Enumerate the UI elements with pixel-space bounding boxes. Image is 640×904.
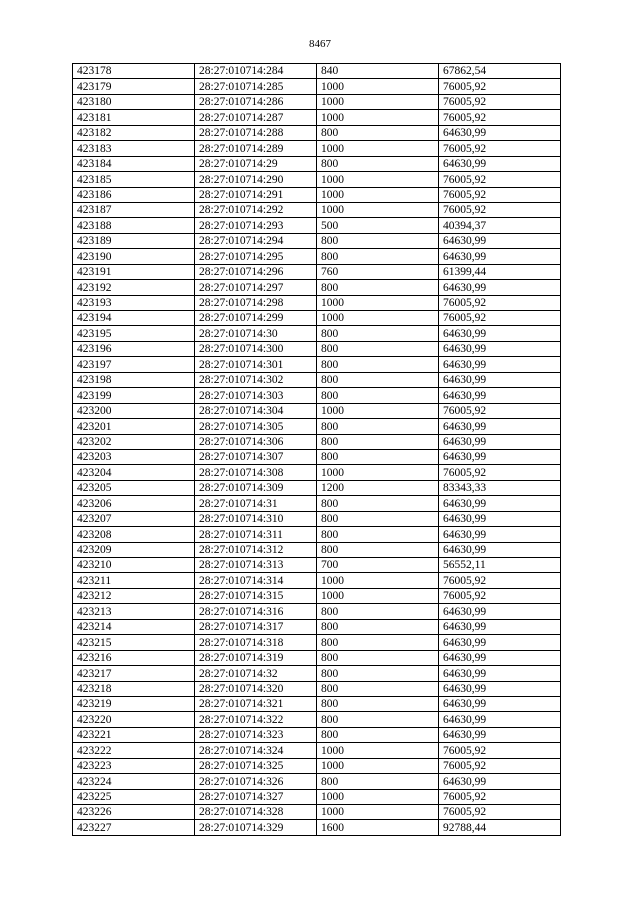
cadastral-number-cell: 28:27:010714:296 xyxy=(195,264,317,279)
table-row xyxy=(73,696,561,711)
table-row xyxy=(73,326,561,341)
area-cell: 1000 xyxy=(317,465,439,480)
value-cell: 76005,92 xyxy=(439,187,561,202)
record-number-cell: 423217 xyxy=(73,666,195,681)
value-cell: 76005,92 xyxy=(439,172,561,187)
table-row xyxy=(73,233,561,248)
record-number-cell: 423202 xyxy=(73,434,195,449)
cadastral-number-cell: 28:27:010714:325 xyxy=(195,758,317,773)
cadastral-number-cell: 28:27:010714:323 xyxy=(195,727,317,742)
value-cell: 64630,99 xyxy=(439,372,561,387)
value-cell: 64630,99 xyxy=(439,280,561,295)
value-cell: 76005,92 xyxy=(439,295,561,310)
table-row xyxy=(73,527,561,542)
cadastral-number-cell: 28:27:010714:293 xyxy=(195,218,317,233)
cadastral-number-cell: 28:27:010714:326 xyxy=(195,774,317,789)
record-number-cell: 423216 xyxy=(73,650,195,665)
record-number-cell: 423194 xyxy=(73,311,195,326)
cadastral-number-cell: 28:27:010714:314 xyxy=(195,573,317,588)
value-cell: 61399,44 xyxy=(439,264,561,279)
record-number-cell: 423220 xyxy=(73,712,195,727)
area-cell: 1000 xyxy=(317,295,439,310)
cadastral-number-cell: 28:27:010714:32 xyxy=(195,666,317,681)
cadastral-number-cell: 28:27:010714:319 xyxy=(195,650,317,665)
cadastral-number-cell: 28:27:010714:291 xyxy=(195,187,317,202)
record-number-cell: 423184 xyxy=(73,156,195,171)
cadastral-number-cell: 28:27:010714:320 xyxy=(195,681,317,696)
area-cell: 500 xyxy=(317,218,439,233)
area-cell: 800 xyxy=(317,527,439,542)
table-row xyxy=(73,542,561,557)
cadastral-number-cell: 28:27:010714:315 xyxy=(195,588,317,603)
cadastral-number-cell: 28:27:010714:295 xyxy=(195,249,317,264)
table-row xyxy=(73,388,561,403)
table-row xyxy=(73,110,561,125)
value-cell: 64630,99 xyxy=(439,388,561,403)
area-cell: 800 xyxy=(317,372,439,387)
table-row xyxy=(73,727,561,742)
cadastral-number-cell: 28:27:010714:301 xyxy=(195,357,317,372)
cadastral-number-cell: 28:27:010714:307 xyxy=(195,449,317,464)
record-number-cell: 423206 xyxy=(73,496,195,511)
cadastral-number-cell: 28:27:010714:317 xyxy=(195,619,317,634)
area-cell: 1000 xyxy=(317,743,439,758)
table-row xyxy=(73,403,561,418)
value-cell: 76005,92 xyxy=(439,94,561,109)
value-cell: 64630,99 xyxy=(439,712,561,727)
cadastral-number-cell: 28:27:010714:321 xyxy=(195,696,317,711)
area-cell: 800 xyxy=(317,774,439,789)
cadastral-number-cell: 28:27:010714:322 xyxy=(195,712,317,727)
cadastral-number-cell: 28:27:010714:288 xyxy=(195,125,317,140)
table-row xyxy=(73,419,561,434)
area-cell: 800 xyxy=(317,357,439,372)
table-row xyxy=(73,125,561,140)
record-number-cell: 423208 xyxy=(73,527,195,542)
area-cell: 1000 xyxy=(317,202,439,217)
cadastral-number-cell: 28:27:010714:303 xyxy=(195,388,317,403)
record-number-cell: 423224 xyxy=(73,774,195,789)
table-row xyxy=(73,619,561,634)
value-cell: 64630,99 xyxy=(439,604,561,619)
cadastral-number-cell: 28:27:010714:31 xyxy=(195,496,317,511)
table-row xyxy=(73,635,561,650)
record-number-cell: 423193 xyxy=(73,295,195,310)
record-number-cell: 423218 xyxy=(73,681,195,696)
area-cell: 1000 xyxy=(317,758,439,773)
table-row xyxy=(73,573,561,588)
area-cell: 800 xyxy=(317,604,439,619)
record-number-cell: 423204 xyxy=(73,465,195,480)
record-number-cell: 423205 xyxy=(73,480,195,495)
record-number-cell: 423210 xyxy=(73,558,195,573)
cadastral-number-cell: 28:27:010714:310 xyxy=(195,511,317,526)
value-cell: 64630,99 xyxy=(439,727,561,742)
area-cell: 800 xyxy=(317,650,439,665)
table-row xyxy=(73,434,561,449)
table-row xyxy=(73,264,561,279)
record-number-cell: 423186 xyxy=(73,187,195,202)
record-number-cell: 423227 xyxy=(73,820,195,835)
record-number-cell: 423226 xyxy=(73,805,195,820)
record-number-cell: 423219 xyxy=(73,696,195,711)
table-row xyxy=(73,666,561,681)
area-cell: 800 xyxy=(317,233,439,248)
area-cell: 800 xyxy=(317,156,439,171)
value-cell: 64630,99 xyxy=(439,419,561,434)
cadastral-number-cell: 28:27:010714:329 xyxy=(195,820,317,835)
record-number-cell: 423212 xyxy=(73,588,195,603)
area-cell: 800 xyxy=(317,635,439,650)
record-number-cell: 423181 xyxy=(73,110,195,125)
record-number-cell: 423196 xyxy=(73,341,195,356)
record-number-cell: 423215 xyxy=(73,635,195,650)
table-row xyxy=(73,774,561,789)
value-cell: 64630,99 xyxy=(439,681,561,696)
value-cell: 67862,54 xyxy=(439,64,561,79)
area-cell: 800 xyxy=(317,712,439,727)
value-cell: 64630,99 xyxy=(439,496,561,511)
area-cell: 1000 xyxy=(317,403,439,418)
area-cell: 1000 xyxy=(317,141,439,156)
table-row xyxy=(73,202,561,217)
cadastral-number-cell: 28:27:010714:294 xyxy=(195,233,317,248)
value-cell: 76005,92 xyxy=(439,743,561,758)
table-row xyxy=(73,341,561,356)
cadastral-number-cell: 28:27:010714:30 xyxy=(195,326,317,341)
record-number-cell: 423211 xyxy=(73,573,195,588)
cadastral-number-cell: 28:27:010714:312 xyxy=(195,542,317,557)
area-cell: 1000 xyxy=(317,187,439,202)
area-cell: 800 xyxy=(317,727,439,742)
area-cell: 1600 xyxy=(317,820,439,835)
table-row xyxy=(73,449,561,464)
cadastral-number-cell: 28:27:010714:289 xyxy=(195,141,317,156)
record-number-cell: 423180 xyxy=(73,94,195,109)
table-row xyxy=(73,496,561,511)
table-row xyxy=(73,187,561,202)
area-cell: 760 xyxy=(317,264,439,279)
cadastral-number-cell: 28:27:010714:318 xyxy=(195,635,317,650)
record-number-cell: 423199 xyxy=(73,388,195,403)
cadastral-number-cell: 28:27:010714:286 xyxy=(195,94,317,109)
record-number-cell: 423185 xyxy=(73,172,195,187)
cadastral-number-cell: 28:27:010714:324 xyxy=(195,743,317,758)
record-number-cell: 423189 xyxy=(73,233,195,248)
area-cell: 800 xyxy=(317,496,439,511)
area-cell: 800 xyxy=(317,619,439,634)
value-cell: 40394,37 xyxy=(439,218,561,233)
record-number-cell: 423191 xyxy=(73,264,195,279)
table-row xyxy=(73,357,561,372)
record-number-cell: 423197 xyxy=(73,357,195,372)
value-cell: 76005,92 xyxy=(439,805,561,820)
cadastral-number-cell: 28:27:010714:305 xyxy=(195,419,317,434)
record-number-cell: 423179 xyxy=(73,79,195,94)
value-cell: 76005,92 xyxy=(439,141,561,156)
value-cell: 76005,92 xyxy=(439,465,561,480)
area-cell: 800 xyxy=(317,696,439,711)
table-row xyxy=(73,480,561,495)
value-cell: 64630,99 xyxy=(439,619,561,634)
table-row xyxy=(73,558,561,573)
record-number-cell: 423223 xyxy=(73,758,195,773)
table-row xyxy=(73,681,561,696)
area-cell: 800 xyxy=(317,511,439,526)
value-cell: 76005,92 xyxy=(439,110,561,125)
area-cell: 800 xyxy=(317,419,439,434)
area-cell: 1000 xyxy=(317,79,439,94)
table-row xyxy=(73,743,561,758)
record-number-cell: 423207 xyxy=(73,511,195,526)
cadastral-number-cell: 28:27:010714:316 xyxy=(195,604,317,619)
page-number: 8467 xyxy=(309,38,331,50)
area-cell: 800 xyxy=(317,341,439,356)
value-cell: 64630,99 xyxy=(439,650,561,665)
cadastral-number-cell: 28:27:010714:302 xyxy=(195,372,317,387)
value-cell: 76005,92 xyxy=(439,202,561,217)
value-cell: 64630,99 xyxy=(439,341,561,356)
record-number-cell: 423187 xyxy=(73,202,195,217)
value-cell: 64630,99 xyxy=(439,449,561,464)
area-cell: 1000 xyxy=(317,172,439,187)
cadastral-number-cell: 28:27:010714:313 xyxy=(195,558,317,573)
area-cell: 1000 xyxy=(317,573,439,588)
cadastral-number-cell: 28:27:010714:306 xyxy=(195,434,317,449)
value-cell: 64630,99 xyxy=(439,125,561,140)
area-cell: 800 xyxy=(317,249,439,264)
area-cell: 800 xyxy=(317,326,439,341)
cadastral-number-cell: 28:27:010714:284 xyxy=(195,64,317,79)
record-number-cell: 423195 xyxy=(73,326,195,341)
area-cell: 1000 xyxy=(317,311,439,326)
record-number-cell: 423225 xyxy=(73,789,195,804)
area-cell: 800 xyxy=(317,388,439,403)
record-number-cell: 423182 xyxy=(73,125,195,140)
table-row xyxy=(73,789,561,804)
record-number-cell: 423178 xyxy=(73,64,195,79)
value-cell: 76005,92 xyxy=(439,789,561,804)
cadastral-number-cell: 28:27:010714:292 xyxy=(195,202,317,217)
value-cell: 76005,92 xyxy=(439,588,561,603)
table-row xyxy=(73,172,561,187)
value-cell: 64630,99 xyxy=(439,511,561,526)
table-row xyxy=(73,94,561,109)
area-cell: 700 xyxy=(317,558,439,573)
value-cell: 56552,11 xyxy=(439,558,561,573)
table-row xyxy=(73,79,561,94)
record-number-cell: 423201 xyxy=(73,419,195,434)
table-row xyxy=(73,64,561,79)
record-number-cell: 423190 xyxy=(73,249,195,264)
value-cell: 64630,99 xyxy=(439,635,561,650)
value-cell: 76005,92 xyxy=(439,758,561,773)
cadastral-number-cell: 28:27:010714:309 xyxy=(195,480,317,495)
table-row xyxy=(73,218,561,233)
area-cell: 1000 xyxy=(317,789,439,804)
value-cell: 76005,92 xyxy=(439,79,561,94)
value-cell: 64630,99 xyxy=(439,696,561,711)
table-row xyxy=(73,588,561,603)
area-cell: 800 xyxy=(317,280,439,295)
value-cell: 64630,99 xyxy=(439,326,561,341)
area-cell: 840 xyxy=(317,64,439,79)
area-cell: 1000 xyxy=(317,805,439,820)
table-row xyxy=(73,820,561,835)
cadastral-number-cell: 28:27:010714:290 xyxy=(195,172,317,187)
value-cell: 64630,99 xyxy=(439,156,561,171)
area-cell: 800 xyxy=(317,125,439,140)
table-row xyxy=(73,511,561,526)
area-cell: 800 xyxy=(317,434,439,449)
value-cell: 64630,99 xyxy=(439,249,561,264)
area-cell: 800 xyxy=(317,449,439,464)
record-number-cell: 423198 xyxy=(73,372,195,387)
record-number-cell: 423192 xyxy=(73,280,195,295)
record-number-cell: 423183 xyxy=(73,141,195,156)
value-cell: 64630,99 xyxy=(439,357,561,372)
table-row xyxy=(73,249,561,264)
record-number-cell: 423209 xyxy=(73,542,195,557)
record-number-cell: 423213 xyxy=(73,604,195,619)
record-number-cell: 423200 xyxy=(73,403,195,418)
table-row xyxy=(73,156,561,171)
record-number-cell: 423214 xyxy=(73,619,195,634)
value-cell: 64630,99 xyxy=(439,527,561,542)
area-cell: 1200 xyxy=(317,480,439,495)
table-row xyxy=(73,712,561,727)
table-row xyxy=(73,465,561,480)
table-row xyxy=(73,311,561,326)
value-cell: 76005,92 xyxy=(439,573,561,588)
value-cell: 76005,92 xyxy=(439,311,561,326)
area-cell: 800 xyxy=(317,542,439,557)
cadastral-number-cell: 28:27:010714:297 xyxy=(195,280,317,295)
cadastral-number-cell: 28:27:010714:311 xyxy=(195,527,317,542)
cadastral-number-cell: 28:27:010714:299 xyxy=(195,311,317,326)
area-cell: 1000 xyxy=(317,94,439,109)
area-cell: 800 xyxy=(317,681,439,696)
record-number-cell: 423203 xyxy=(73,449,195,464)
area-cell: 1000 xyxy=(317,110,439,125)
table-row xyxy=(73,141,561,156)
table-row xyxy=(73,758,561,773)
value-cell: 64630,99 xyxy=(439,774,561,789)
table-row xyxy=(73,280,561,295)
table-row xyxy=(73,604,561,619)
cadastral-number-cell: 28:27:010714:308 xyxy=(195,465,317,480)
value-cell: 64630,99 xyxy=(439,434,561,449)
area-cell: 1000 xyxy=(317,588,439,603)
cadastral-number-cell: 28:27:010714:328 xyxy=(195,805,317,820)
cadastral-number-cell: 28:27:010714:287 xyxy=(195,110,317,125)
cadastral-number-cell: 28:27:010714:304 xyxy=(195,403,317,418)
cadastral-number-cell: 28:27:010714:327 xyxy=(195,789,317,804)
value-cell: 83343,33 xyxy=(439,480,561,495)
table-body xyxy=(73,64,561,836)
value-cell: 76005,92 xyxy=(439,403,561,418)
cadastral-number-cell: 28:27:010714:298 xyxy=(195,295,317,310)
area-cell: 800 xyxy=(317,666,439,681)
table-row xyxy=(73,650,561,665)
record-number-cell: 423188 xyxy=(73,218,195,233)
record-number-cell: 423221 xyxy=(73,727,195,742)
table-row xyxy=(73,805,561,820)
cadastral-number-cell: 28:27:010714:285 xyxy=(195,79,317,94)
cadastral-number-cell: 28:27:010714:29 xyxy=(195,156,317,171)
table-row xyxy=(73,295,561,310)
value-cell: 64630,99 xyxy=(439,542,561,557)
cadastral-number-cell: 28:27:010714:300 xyxy=(195,341,317,356)
value-cell: 92788,44 xyxy=(439,820,561,835)
record-number-cell: 423222 xyxy=(73,743,195,758)
table-row xyxy=(73,372,561,387)
value-cell: 64630,99 xyxy=(439,233,561,248)
value-cell: 64630,99 xyxy=(439,666,561,681)
data-table xyxy=(72,63,561,836)
